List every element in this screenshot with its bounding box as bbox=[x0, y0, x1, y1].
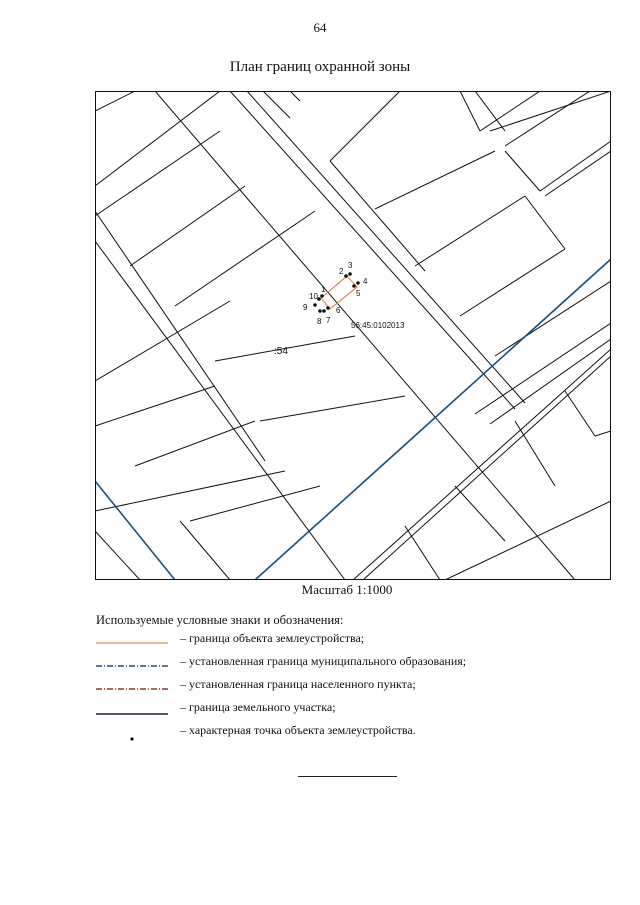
point-label-10: 10 bbox=[309, 292, 318, 301]
point-label-2: 2 bbox=[339, 267, 344, 276]
plan-title: План границ охранной зоны bbox=[229, 59, 411, 75]
point-4 bbox=[356, 281, 360, 285]
parcel-lines bbox=[95, 91, 611, 580]
point-label-9: 9 bbox=[303, 303, 308, 312]
point-label-1: 1 bbox=[321, 285, 326, 294]
legend-item-characteristic-point bbox=[96, 721, 616, 741]
point-7 bbox=[322, 309, 326, 313]
legend-item-object-boundary bbox=[96, 629, 616, 649]
legend-item-municipal-boundary bbox=[96, 652, 616, 672]
point-5 bbox=[352, 284, 356, 288]
legend-text: – установленная граница муниципального образования; bbox=[180, 654, 467, 668]
point-label-5: 5 bbox=[356, 289, 361, 298]
point-label-6: 6 bbox=[336, 306, 341, 315]
point-3 bbox=[348, 272, 352, 276]
page-number: 64 bbox=[313, 20, 327, 35]
legend-text: – характерная точка объекта землеустройства. bbox=[180, 723, 416, 737]
point-6 bbox=[326, 306, 330, 310]
legend-heading: Используемые условные знаки и обозначения: bbox=[96, 613, 344, 627]
point-2 bbox=[344, 274, 348, 278]
brown-dash-dot-line-symbol bbox=[96, 675, 168, 695]
dot-symbol bbox=[96, 721, 168, 741]
legend-text: – граница земельного участка; bbox=[180, 700, 336, 714]
orange-line-symbol bbox=[96, 629, 168, 649]
legend-text: – граница объекта землеустройства; bbox=[180, 631, 365, 645]
parcel-label: :54 bbox=[274, 346, 288, 357]
point-label-4: 4 bbox=[363, 277, 368, 286]
scale-label: Масштаб 1:1000 bbox=[301, 582, 393, 597]
object-boundary bbox=[321, 276, 357, 309]
legend-item-settlement-boundary bbox=[96, 675, 616, 695]
black-line-symbol bbox=[96, 698, 168, 718]
point-label-7: 7 bbox=[326, 316, 331, 325]
blue-dash-dot-line-symbol bbox=[96, 652, 168, 672]
quarter-label: 56:45:0102013 bbox=[351, 321, 405, 330]
point-label-8: 8 bbox=[317, 317, 322, 326]
legend-item-parcel-boundary bbox=[96, 698, 616, 718]
point-9 bbox=[313, 303, 317, 307]
legend-text: – установленная граница населенного пункта; bbox=[180, 677, 416, 691]
point-8 bbox=[318, 309, 322, 313]
cadastral-map bbox=[95, 91, 611, 580]
point-1 bbox=[320, 294, 324, 298]
footer-rule bbox=[298, 776, 397, 777]
point-label-3: 3 bbox=[348, 261, 353, 270]
